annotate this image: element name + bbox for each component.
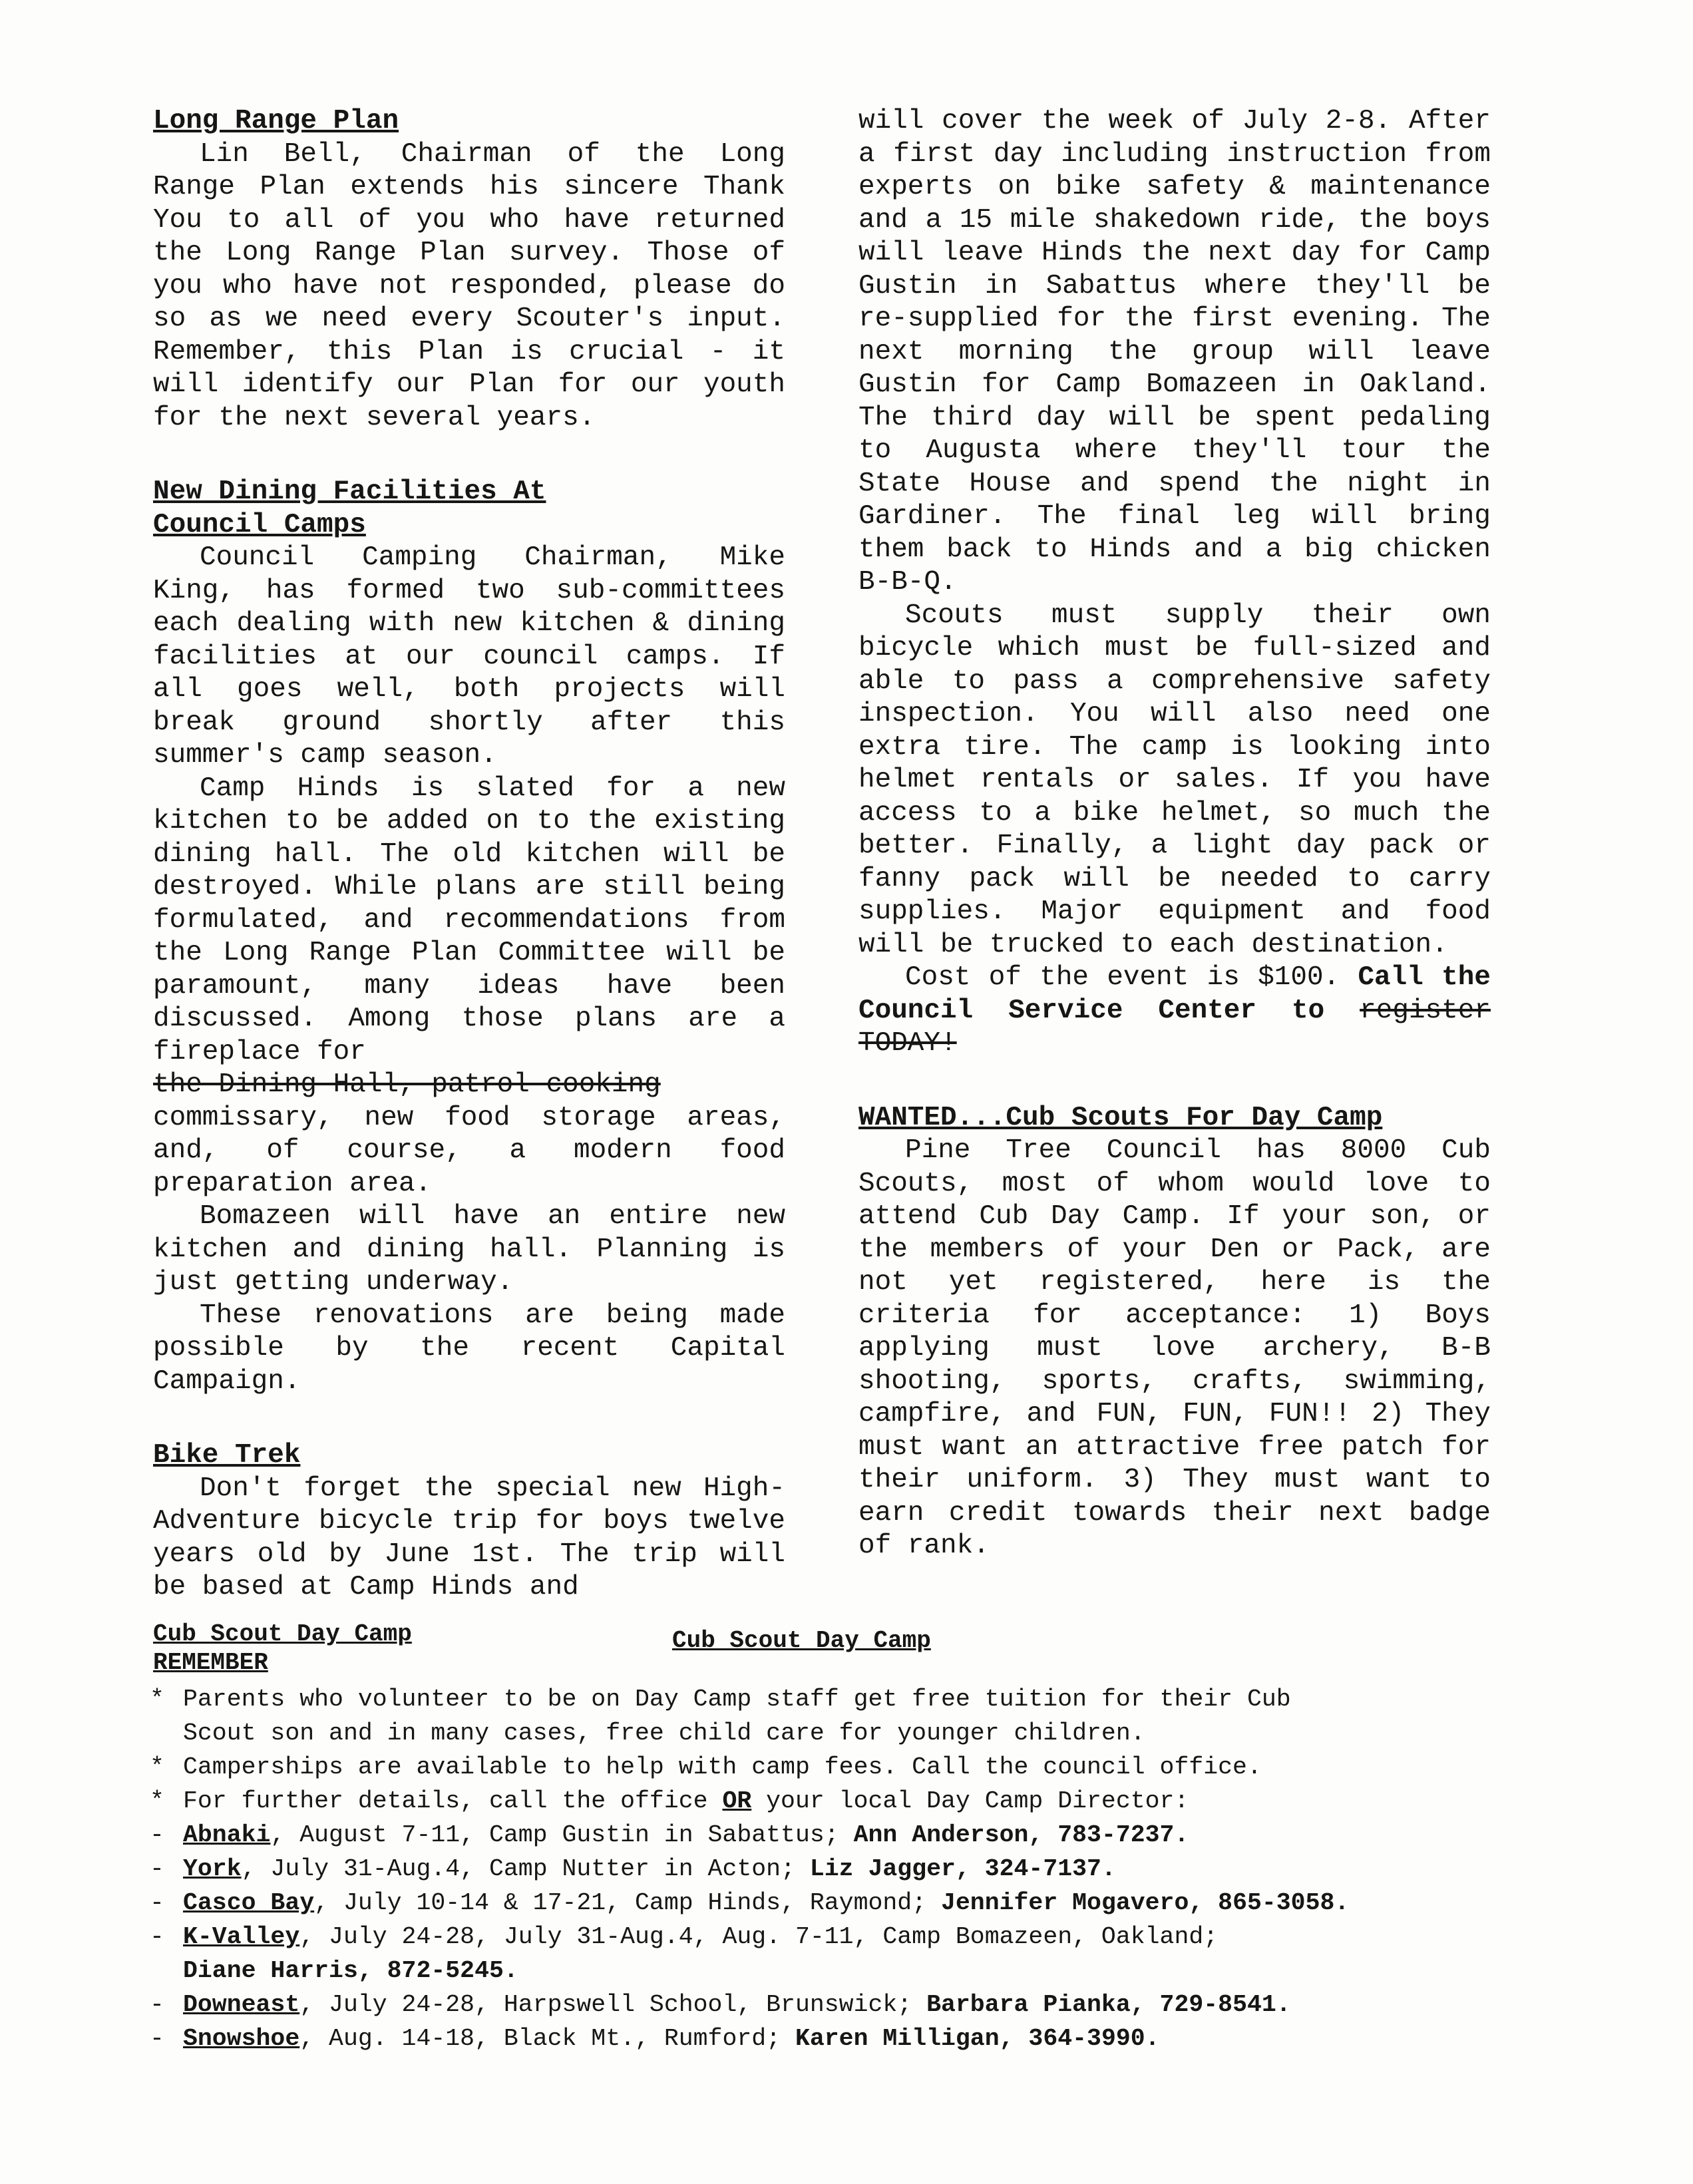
note-camperships: * Camperships are available to help with camp fees. Call the council office. [150,1750,1567,1784]
cost-text: Cost of the event is $100. [905,962,1340,993]
bike-requirements-paragraph: Scouts must supply their own bicycle which must be full-sized and able to pass a comprehensive safety inspection. You will also need one extra tire. The camp is looking into helmet rentals or sales. If you have access to a bike helmet, so much the better. Finally, a light day pack or fanny pack will be needed to carry supplies. Major equipment and food will be trucked to each destination. [858,600,1491,960]
wanted-heading: WANTED...Cub Scouts For Day Camp [858,1102,1383,1133]
dash-icon: - [150,1855,164,1883]
dining-heading-line2: Council Camps [153,509,366,540]
wanted-paragraph: Pine Tree Council has 8000 Cub Scouts, most of whom would love to attend Cub Day Camp. If your son, or the members of your Den or Pack, are not yet registered, here is the criteria for acceptance: 1) Boys applying must love archery, B-B shooting, sports, crafts, swimming, campfire, and FUN, FUN, FUN!! 2) They must want an attractive free patch for their uniform. 3) They must want to earn credit towards their next badge of rank. [858,1135,1491,1561]
asterisk-icon: * [150,1787,164,1815]
day-camp-title-left: Cub Scout Day Camp [153,1620,412,1648]
director-casco-bay: - Casco Bay, July 10-14 & 17-21, Camp Hinds, Raymond; Jennifer Mogavero, 865-3058. [150,1886,1567,1920]
day-camp-title-center: Cub Scout Day Camp [672,1627,931,1654]
dining-paragraph-2-continued: commissary, new food storage areas, and, of course, a modern food preparation area. [153,1102,785,1199]
dash-icon: - [150,1889,164,1916]
director-york: - York, July 31-Aug.4, Camp Nutter in Acton; Liz Jagger, 324-7137. [150,1852,1567,1886]
bike-trek-paragraph: Don't forget the special new High-Adventure bicycle trip for boys twelve years old by June 1st. The trip will be based at Camp Hinds and [153,1473,785,1602]
long-range-heading: Long Range Plan [153,106,399,136]
asterisk-icon: * [150,1753,164,1781]
director-k-valley: - K-Valley, July 24-28, July 31-Aug.4, Aug. 7-11, Camp Bomazeen, Oakland; Diane Harris, 872-5245. [150,1920,1567,1988]
left-column [153,105,785,1604]
dining-heading-line1: New Dining Facilities At [153,476,546,507]
day-camp-titles [153,1620,1551,1660]
director-abnaki: - Abnaki, August 7-11, Camp Gustin in Sabattus; Ann Anderson, 783-7237. [150,1818,1567,1852]
call-text: Call the Council Service Center to [858,962,1491,1026]
right-column [858,105,1491,1563]
dining-paragraph-2: Camp Hinds is slated for a new kitchen to be added on to the existing dining hall. The old kitchen will be destroyed. While plans are still being formulated, and recommendations from the Long Range Plan Committee will be paramount, many ideas have been discussed. Among those plans are a fireplace for [153,773,785,1067]
struck-line: the Dining Hall, patrol cooking [153,1069,661,1100]
day-camp-list [150,1682,1567,2056]
note-volunteer: * Parents who volunteer to be on Day Camp staff get free tuition for their Cub Scout son and in many cases, free child care for younger children. [150,1682,1567,1750]
director-snowshoe: - Snowshoe, Aug. 14-18, Black Mt., Rumford; Karen Milligan, 364-3990. [150,2022,1567,2056]
note-details: * For further details, call the office OR your local Day Camp Director: [150,1784,1567,1818]
or-emphasis: OR [722,1787,752,1815]
dash-icon: - [150,1991,164,2018]
dining-paragraph-4: These renovations are being made possible by the recent Capital Campaign. [153,1300,785,1397]
remember-heading: REMEMBER [153,1649,268,1676]
long-range-paragraph: Lin Bell, Chairman of the Long Range Plan extends his sincere Thank You to all of you who have returned the Long Range Plan survey. Those of you who have not responded, please do so as we need every Scouter's input. Remember, this Plan is crucial - it will identify our Plan for our youth for the next several years. [153,138,785,433]
asterisk-icon: * [150,1686,164,1713]
director-downeast: - Downeast, July 24-28, Harpswell School, Brunswick; Barbara Pianka, 729-8541. [150,1988,1567,2022]
cost-paragraph [858,962,1491,1061]
register-text: register TODAY! [858,995,1491,1059]
dash-icon: - [150,1923,164,1950]
bike-trek-heading: Bike Trek [153,1440,301,1471]
dash-icon: - [150,2025,164,2052]
bike-trek-continued: will cover the week of July 2-8. After a first day including instruction from experts on bike safety & maintenance and a 15 mile shakedown ride, the boys will leave Hinds the next day for Camp Gustin in Sabattus where they'll be re-supplied for the first evening. The next morning the group will leave Gustin for Camp Bomazeen in Oakland. The third day will be spent pedaling to Augusta where they'll tour the State House and spend the night in Gardiner. The final leg will bring them back to Hinds and a big chicken B-B-Q. [858,106,1491,598]
dining-paragraph-3: Bomazeen will have an entire new kitchen and dining hall. Planning is just getting underway. [153,1201,785,1298]
dining-paragraph-1: Council Camping Chairman, Mike King, has formed two sub-committees each dealing with new kitchen & dining facilities at our council camps. If all goes well, both projects will break ground shortly after this summer's camp season. [153,542,785,771]
dash-icon: - [150,1821,164,1849]
